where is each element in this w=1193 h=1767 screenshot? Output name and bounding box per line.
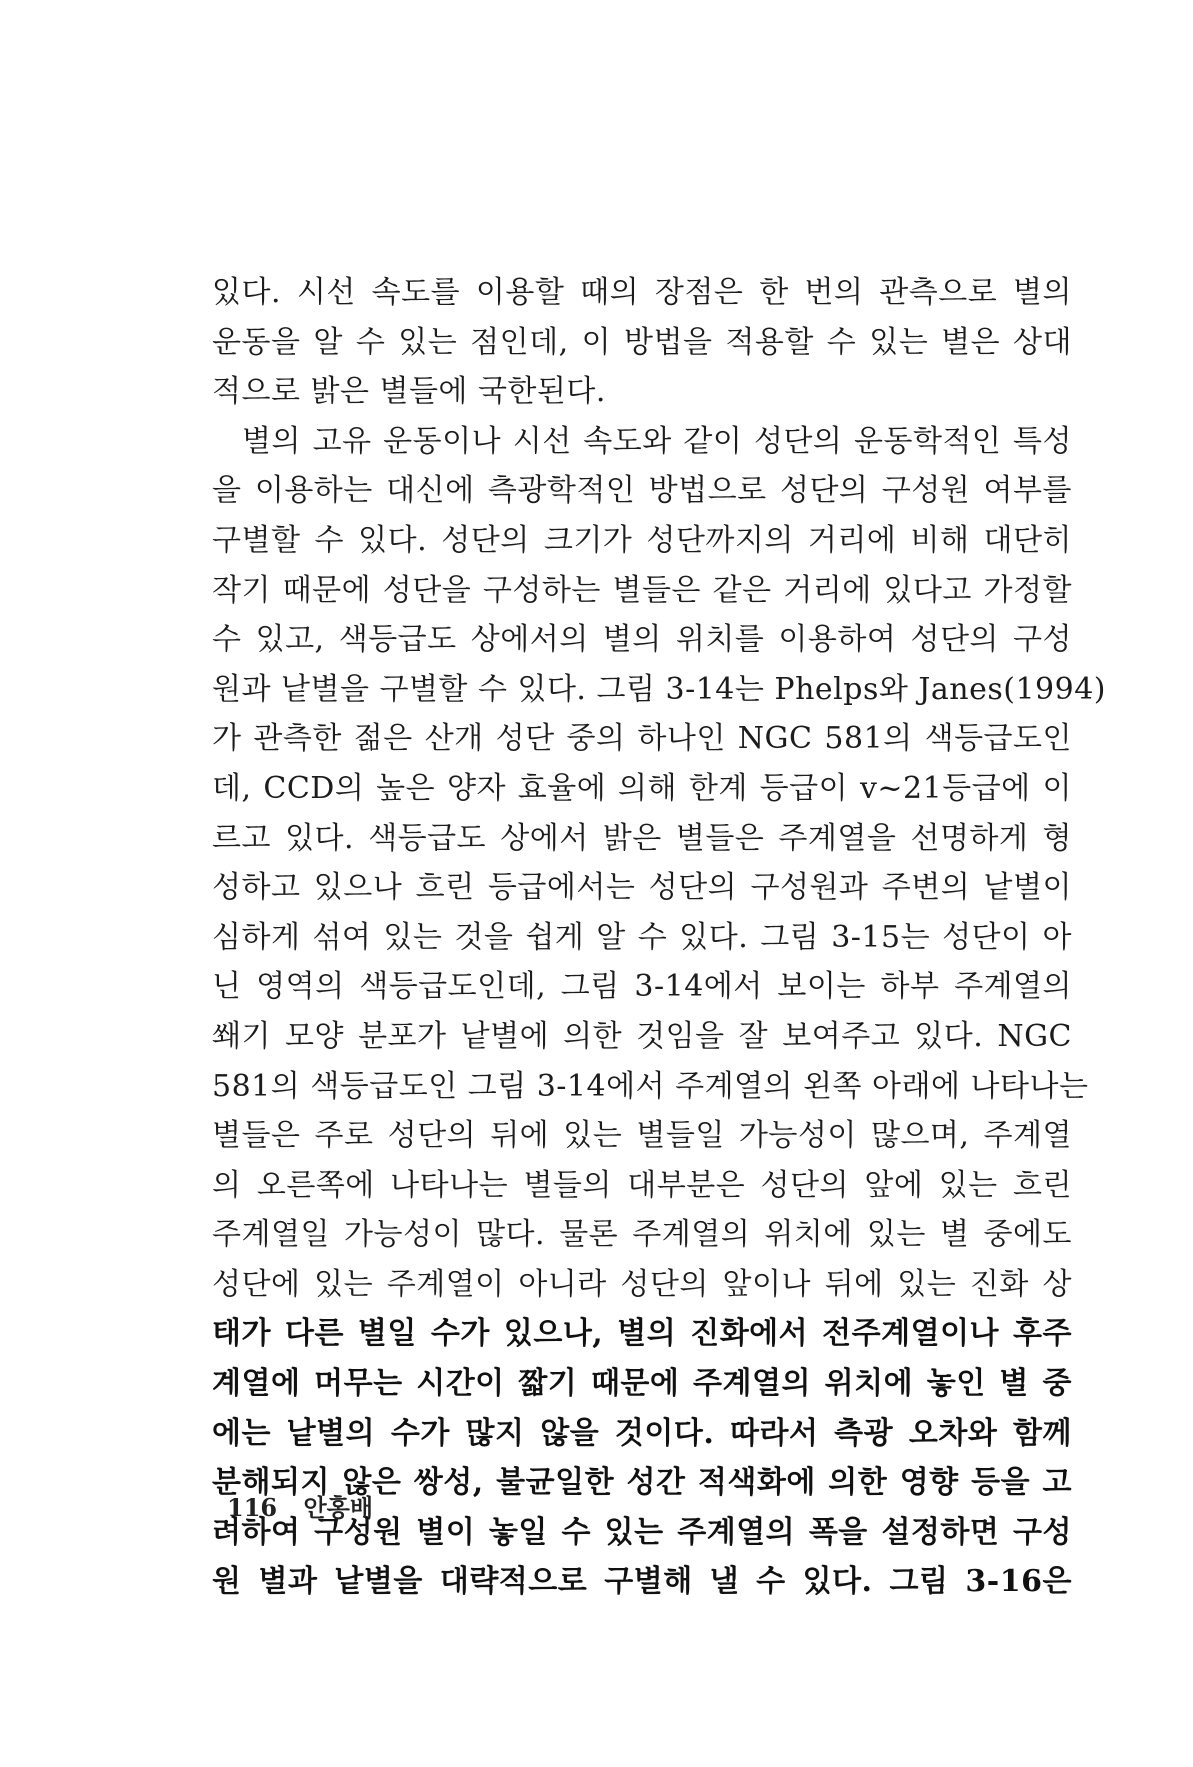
- text-line: 성단에 있는 주계열이 아니라 성단의 앞이나 뒤에 있는 진화 상: [212, 1266, 1072, 1302]
- text-line: 수 있고, 색등급도 상에서의 별의 위치를 이용하여 성단의 구성: [212, 622, 1072, 658]
- page-footer: [227, 1488, 373, 1523]
- text-line: 데, CCD의 높은 양자 효율에 의해 한계 등급이 v~21등급에 이: [212, 770, 1072, 806]
- paragraph-start-line: 별의 고유 운동이나 시선 속도와 같이 성단의 운동학적인 특성: [242, 423, 1072, 459]
- text-line: 분해되지 않은 쌍성, 불균일한 성간 적색화에 의한 영향 등을 고: [212, 1465, 1072, 1501]
- page-number: 116: [227, 1493, 278, 1522]
- text-line: 가 관측한 젊은 산개 성단 중의 하나인 NGC 581의 색등급도인: [212, 721, 1072, 757]
- text-line: 에는 낱별의 수가 많지 않을 것이다. 따라서 측광 오차와 함께: [212, 1415, 1072, 1451]
- text-line: 계열에 머무는 시간이 짧기 때문에 주계열의 위치에 놓인 별 중: [212, 1366, 1072, 1402]
- text-line: 작기 때문에 성단을 구성하는 별들은 같은 거리에 있다고 가정할: [212, 572, 1072, 608]
- text-line: 원 별과 낱별을 대략적으로 구별해 낼 수 있다. 그림 3-16은: [212, 1564, 1072, 1600]
- text-line: 닌 영역의 색등급도인데, 그림 3-14에서 보이는 하부 주계열의: [212, 969, 1072, 1005]
- text-line: 성하고 있으나 흐린 등급에서는 성단의 구성원과 주변의 낱별이: [212, 870, 1072, 906]
- text-line: 심하게 섞여 있는 것을 쉽게 알 수 있다. 그림 3-15는 성단이 아: [212, 919, 1072, 955]
- text-line: 쐐기 모양 분포가 낱별에 의한 것임을 잘 보여주고 있다. NGC: [212, 1018, 1072, 1054]
- text-line: 적으로 밝은 별들에 국한된다.: [212, 374, 606, 410]
- text-line: 르고 있다. 색등급도 상에서 밝은 별들은 주계열을 선명하게 형: [212, 820, 1072, 856]
- text-line: 주계열일 가능성이 많다. 물론 주계열의 위치에 있는 별 중에도: [212, 1217, 1072, 1253]
- text-line: 의 오른쪽에 나타나는 별들의 대부분은 성단의 앞에 있는 흐린: [212, 1167, 1072, 1203]
- text-line: 별들은 주로 성단의 뒤에 있는 별들일 가능성이 많으며, 주계열: [212, 1118, 1072, 1154]
- text-line: 태가 다른 별일 수가 있으나, 별의 진화에서 전주계열이나 후주: [212, 1316, 1072, 1352]
- body-text: [212, 268, 1107, 1607]
- author-name: 안홍배: [303, 1493, 374, 1522]
- text-line: 려하여 구성원 별이 놓일 수 있는 주계열의 폭을 설정하면 구성: [212, 1514, 1072, 1550]
- text-line: 구별할 수 있다. 성단의 크기가 성단까지의 거리에 비해 대단히: [212, 522, 1072, 558]
- text-line: 581의 색등급도인 그림 3-14에서 주계열의 왼쪽 아래에 나타나는: [212, 1068, 1089, 1104]
- text-line: 원과 낱별을 구별할 수 있다. 그림 3-14는 Phelps와 Janes(1994): [212, 671, 1107, 707]
- text-line: 을 이용하는 대신에 측광학적인 방법으로 성단의 구성원 여부를: [212, 473, 1072, 509]
- text-line: 있다. 시선 속도를 이용할 때의 장점은 한 번의 관측으로 별의: [212, 275, 1072, 310]
- text-line: 운동을 알 수 있는 점인데, 이 방법을 적용할 수 있는 별은 상대: [212, 324, 1072, 360]
